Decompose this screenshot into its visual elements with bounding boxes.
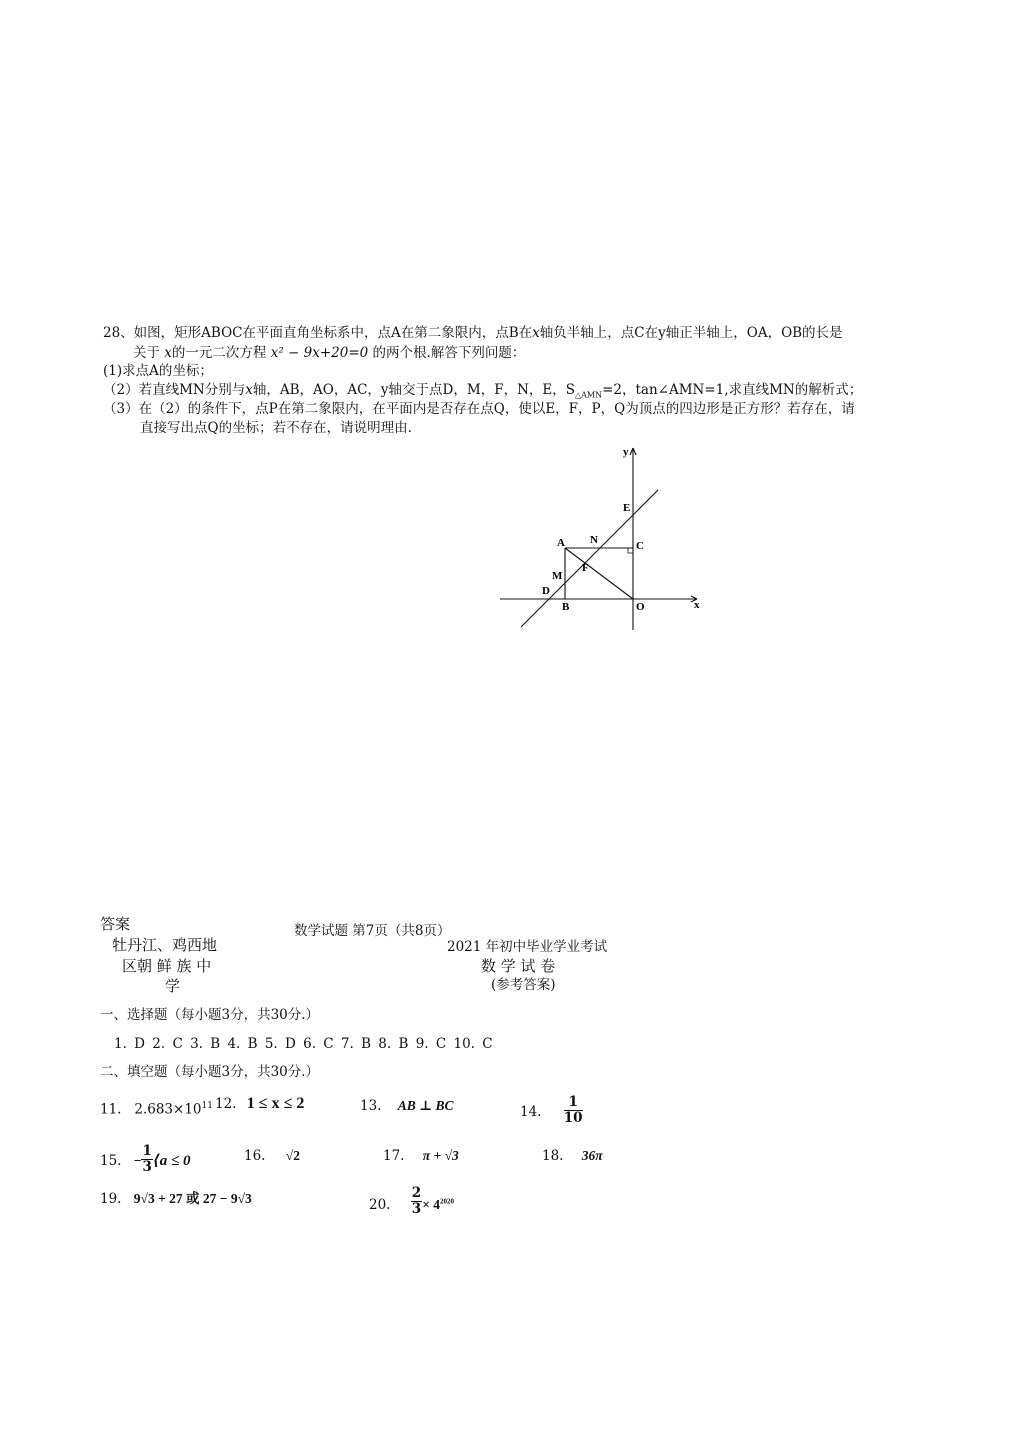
label-o: O	[636, 601, 645, 613]
q17-value: π + √3	[422, 1148, 459, 1163]
question-28-line-1	[103, 324, 843, 342]
question-28-part-3-line-1: （3）在（2）的条件下，点P在第二象限内，在平面内是否存在点Q，使以E，F，P，Q为顶点的四边形是正方形？若存在，请	[103, 401, 855, 417]
q20-base: × 4	[422, 1197, 441, 1212]
q15-inequality: ⟨a ≤ 0	[152, 1153, 191, 1169]
label-d: D	[542, 585, 550, 597]
answer-20	[369, 1185, 455, 1221]
q15-number: 15.	[100, 1153, 122, 1169]
q16-value: √2	[285, 1148, 300, 1163]
right-angle-mark	[628, 548, 633, 553]
q20-numerator: 2	[411, 1185, 422, 1201]
q28-part2-b: 轴，AB，AO，AC，y轴交于点D，M，F，N，E，S	[252, 382, 575, 398]
q18-number: 18.	[542, 1148, 564, 1164]
region-line-2: 区朝 鲜 族 中	[122, 957, 212, 975]
exam-title: 2021 年初中毕业学业考试	[447, 939, 608, 955]
answer-12	[215, 1095, 304, 1113]
q28-line2-c: 的两个根.解答下列问题：	[372, 345, 526, 361]
q28-line2-a: 关于	[133, 345, 160, 361]
question-28-line-2	[133, 344, 525, 362]
q14-numerator: 1	[564, 1095, 583, 1111]
label-e: E	[623, 502, 631, 514]
q15-denominator: 3	[142, 1159, 152, 1175]
exam-subject: 数 学 试 卷	[481, 957, 556, 975]
question-28-part-3-line-2: 直接写出点Q的坐标；若不存在，请说明理由.	[140, 420, 412, 436]
q15-fraction	[141, 1144, 152, 1175]
label-x: x	[694, 599, 700, 611]
answer-label: 答案	[100, 915, 131, 933]
label-f: F	[582, 562, 589, 574]
q12-value: 1 ≤ x ≤ 2	[246, 1095, 305, 1112]
q18-value: 36π	[581, 1148, 603, 1163]
q28-part2-c: =2，tan∠AMN=1,求直线MN的解析式；	[602, 382, 863, 398]
q11-number: 11.	[100, 1101, 122, 1118]
answer-11	[100, 1097, 213, 1119]
label-b: B	[562, 601, 570, 613]
triangle-subscript: △AMN	[574, 390, 603, 400]
q17-number: 17.	[383, 1148, 405, 1164]
q15-sign: −	[133, 1153, 142, 1168]
answer-19	[100, 1190, 252, 1208]
answer-16	[244, 1147, 300, 1165]
q14-denominator: 10	[563, 1110, 583, 1126]
x-variable: x	[245, 382, 253, 398]
q11-value: 2.683×10	[134, 1101, 202, 1118]
q20-number: 20.	[369, 1197, 391, 1213]
q11-exponent: 11	[201, 1101, 213, 1111]
x-variable: x	[532, 325, 540, 341]
x-variable: x	[164, 345, 172, 361]
q13-value: AB ⊥ BC	[397, 1098, 454, 1113]
q19-number: 19.	[100, 1191, 122, 1207]
page-footer: 数学试题 第7页（共8页）	[294, 923, 451, 939]
quadratic-equation: x² − 9x+20=0	[270, 345, 369, 361]
q19-value: 9√3 + 27 或 27 − 9√3	[133, 1191, 252, 1206]
answer-15	[100, 1143, 191, 1177]
q28-text-a: 28、如图，矩形ABOC在平面直角坐标系中，点A在第二象限内，点B在	[103, 325, 533, 341]
q13-number: 13.	[360, 1098, 382, 1114]
answer-18	[542, 1147, 603, 1165]
region-line-1: 牡丹江、鸡西地	[112, 936, 218, 954]
label-c: C	[636, 540, 644, 552]
choice-answers: 1. D 2. C 3. B 4. B 5. D 6. C 7. B 8. B 9. C 10. C	[114, 1036, 493, 1052]
region-line-3: 学	[165, 977, 181, 995]
q20-fraction	[411, 1186, 422, 1217]
q28-text-b: 轴负半轴上，点C在y轴正半轴上，OA，OB的长是	[539, 325, 843, 341]
coordinate-figure	[495, 440, 710, 635]
q12-number: 12.	[215, 1096, 237, 1112]
q16-number: 16.	[244, 1148, 266, 1164]
q20-exponent: 2020	[440, 1197, 455, 1206]
section-1-heading: 一、选择题（每小题3分，共30分.）	[100, 1007, 320, 1023]
question-28-part-1: (1)求点A的坐标；	[103, 363, 213, 379]
label-m: M	[552, 570, 563, 582]
label-n: N	[590, 534, 598, 546]
q20-denominator: 3	[411, 1201, 422, 1217]
q28-part2-a: （2）若直线MN分别与	[103, 382, 246, 398]
section-2-heading: 二、填空题（每小题3分，共30分.）	[100, 1064, 320, 1080]
answer-13	[360, 1097, 454, 1115]
reference-answer-label: (参考答案)	[491, 977, 556, 993]
label-y: y	[623, 446, 629, 458]
answer-14	[520, 1094, 583, 1128]
label-a: A	[557, 537, 565, 549]
q28-line2-b: 的一元二次方程	[171, 345, 267, 361]
answer-17	[383, 1147, 459, 1165]
q15-numerator: 1	[142, 1143, 152, 1159]
q14-fraction	[564, 1095, 583, 1126]
q14-number: 14.	[520, 1104, 542, 1120]
